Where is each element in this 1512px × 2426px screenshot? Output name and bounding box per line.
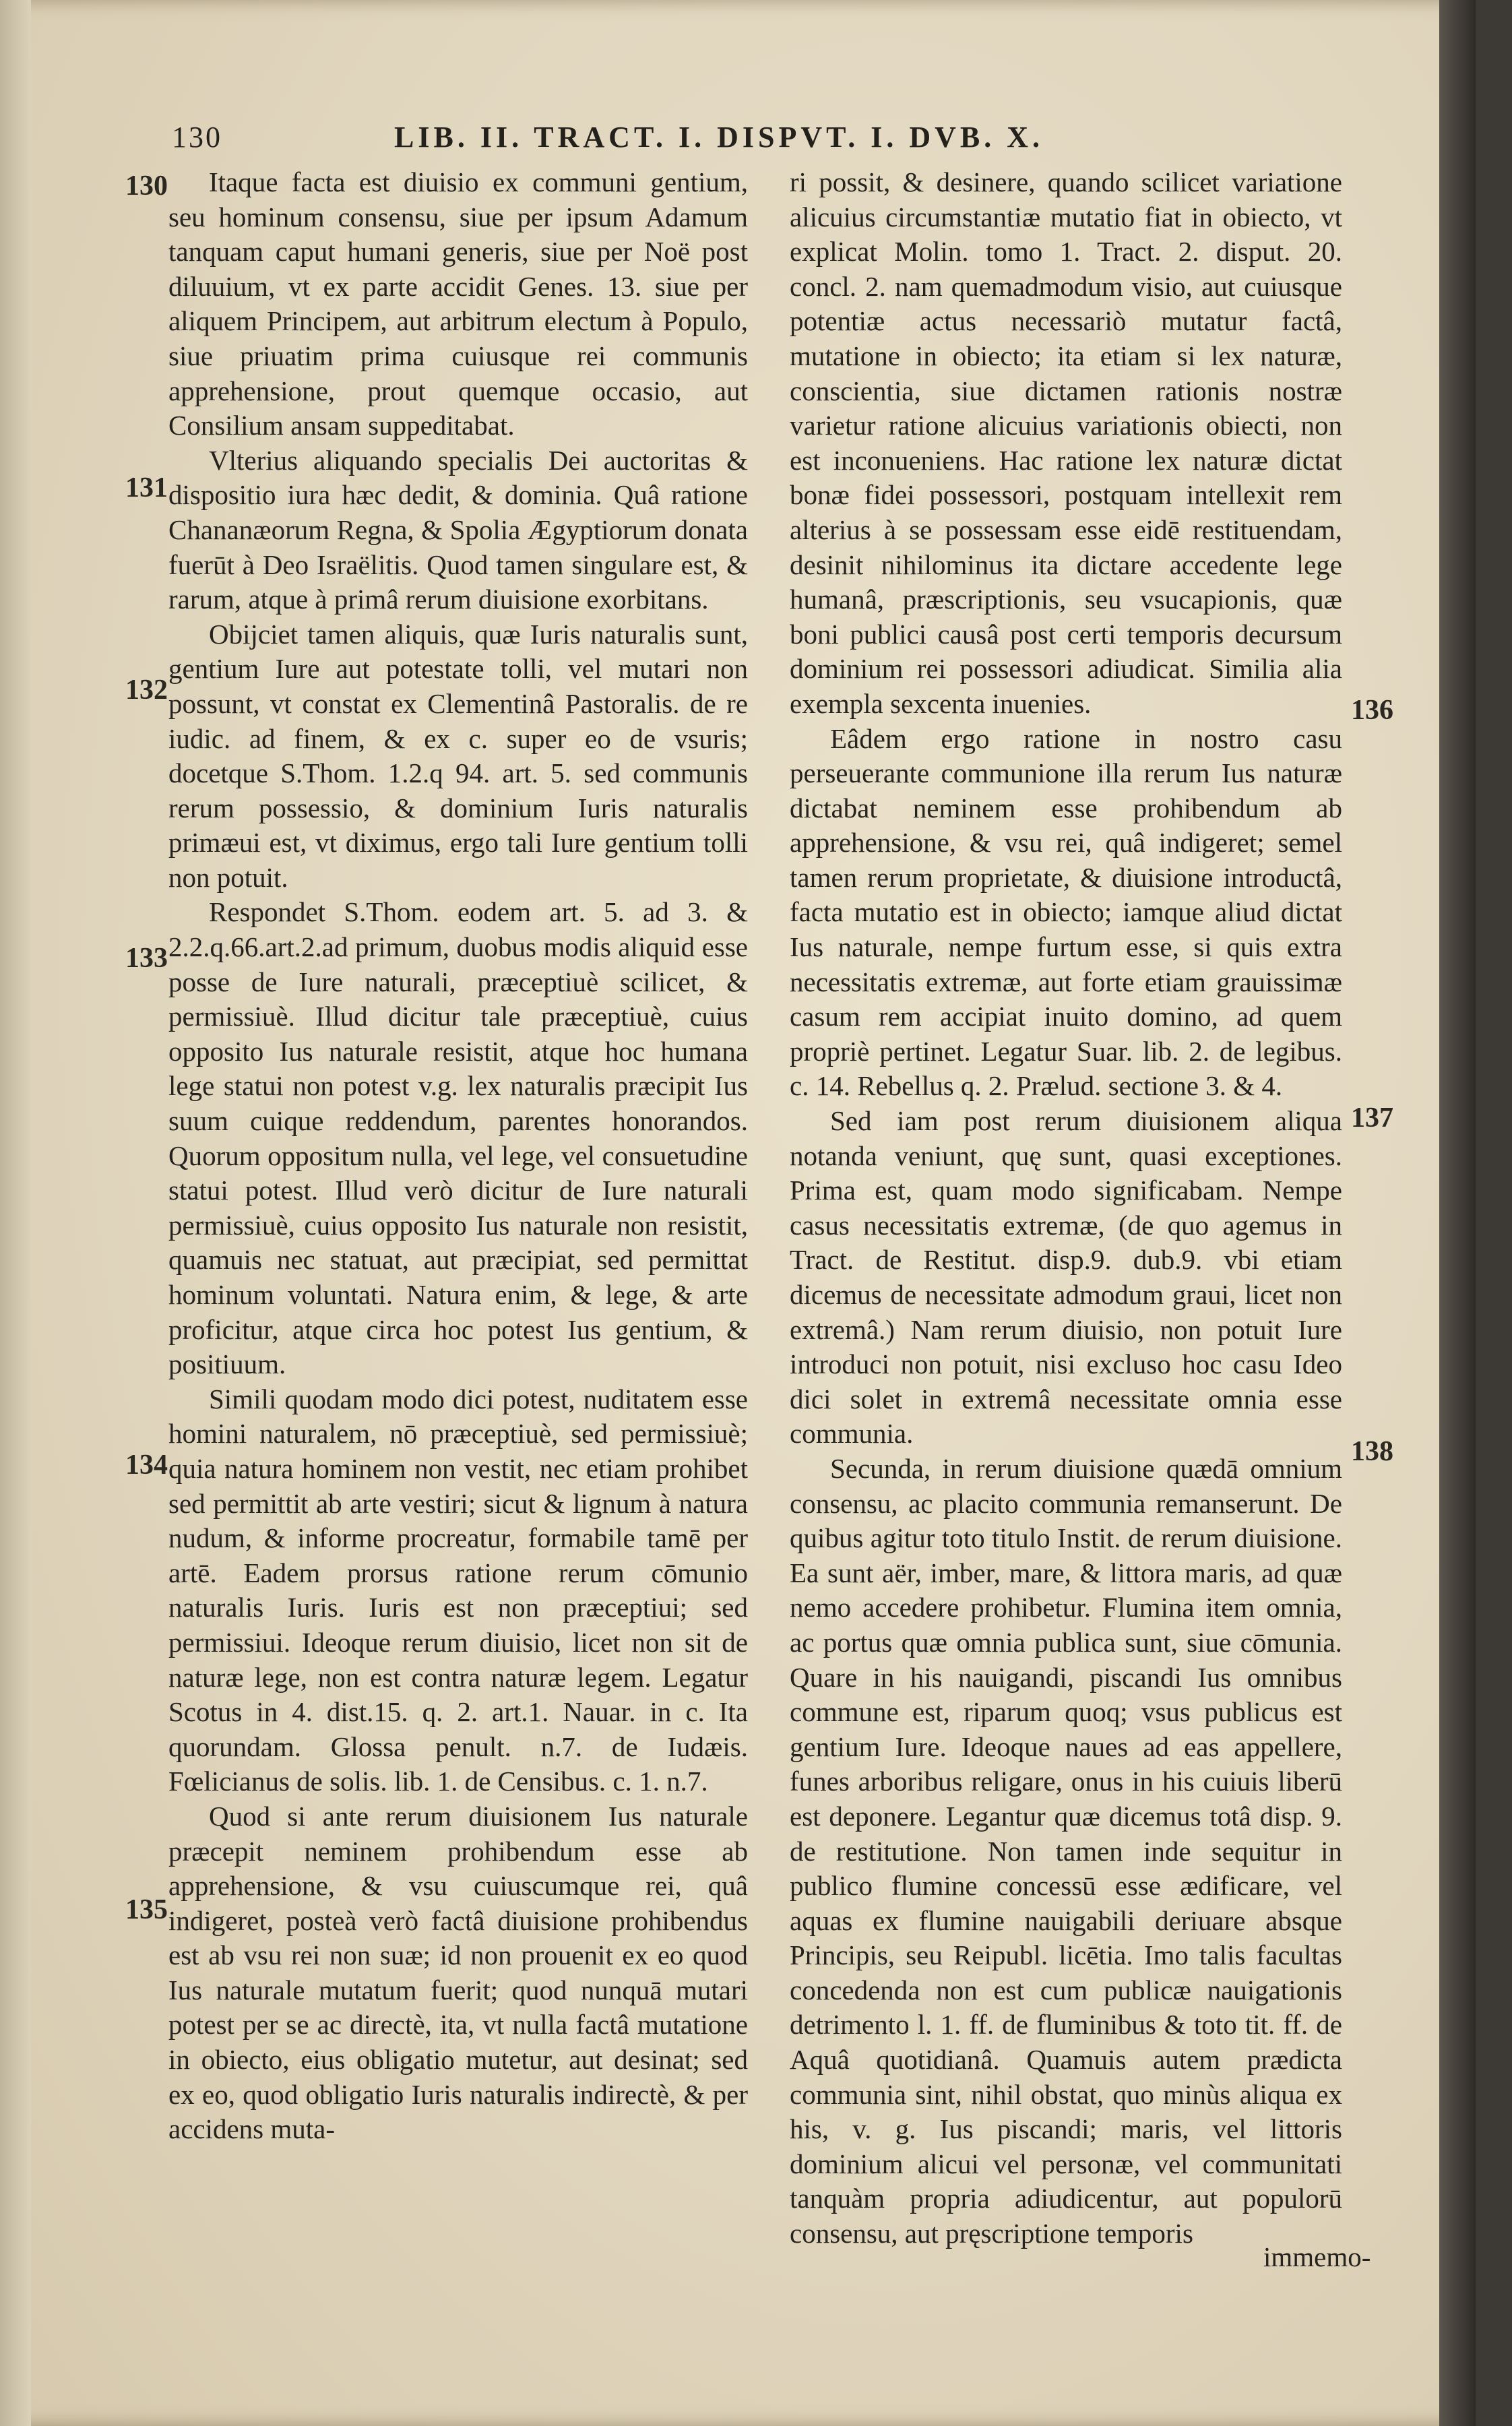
margin-number: 130 [125, 170, 168, 201]
paragraph: Secunda, in rerum diuisione quædā omnium consensu, ac placito communia remanserunt. De quibus agitur toto titulo Instit. de rerum diuisione. Ea sunt aër, imber, mare, & littora maris, ad quæ nemo accedere prohibetur. Flumina item omnia, ac portus quæ omnia publica sunt, siue cōmunia. Quare in his nauigandi, piscandi Ius omnibus commune est, riparum quoq; vsus publicus est gentium Iure. Ideoque naues ad eas appellere, funes arboribus religare, onus in his cuiuis liberū est deponere. Legantur quæ dicemus totâ disp. 9. de restitutione. Non tamen inde sequitur in publico flumine concessū esse ædificare, vel aquas ex flumine nauigabili deriuare absque Principis, seu Reipubl. licētia. Imo talis facultas concedenda non est cum publicæ nauigationis detrimento l. 1. ff. de fluminibus & toto tit. ff. de Aquâ quotidianâ. Quamuis autem prædicta communia sint, nihil obstat, quo minùs aliqua ex his, v. g. Ius piscandi; maris, vel littoris dominium alicui vel personæ, vel communitati tanquàm propria adiudicentur, aut populorū consensu, aut pręscriptione temporis [790, 1452, 1342, 2249]
margin-number: 132 [125, 675, 168, 706]
margin-number: 131 [125, 472, 168, 503]
margin-number: 137 [1351, 1102, 1393, 1133]
paragraph: Quod si ante rerum diuisionem Ius naturale præcepit neminem prohibendum esse ab apprehensione, & vsu cuiuscumque rei, quâ indigeret, posteà verò factâ diuisione prohibendus est ab vsu rei non suæ; id non prouenit ex eo quod Ius naturale mutatum fuerit; quod nunquā mutari potest per se ac directè, ita, vt nulla factâ mutatione in obiecto, eius obligatio mutetur, aut desinat; sed ex eo, quod obligatio Iuris naturalis indirectè, & per accidens muta- [168, 1800, 748, 2145]
margin-number: 134 [125, 1450, 168, 1481]
paragraph: Sed iam post rerum diuisionem aliqua notanda veniunt, quę sunt, quasi exceptiones. Prima est, quam modo significabam. Nempe casus necessitatis extremæ, (de quo agemus in Tract. de Restitut. disp.9. dub.9. vbi etiam dicemus de necessitate admodum graui, licet non extremâ.) Nam rerum diuisio, non potuit Iure introduci non potuit, nisi excluso hoc casu Ideo dici solet in extremâ necessitate omnia esse communia. [790, 1105, 1342, 1450]
paragraph: ri possit, & desinere, quando scilicet variatione alicuius circumstantiæ mutatio fiat in obiecto, vt explicat Molin. tomo 1. Tract. 2. disput. 20. concl. 2. nam quemadmodum visio, aut cuiusque potentiæ actus necessariò mutatur factâ, mutatione in obiecto; ita etiam si lex naturæ, conscientia, siue dictamen rationis nostræ varietur ratione alicuius variationis obiecti, non est inconueniens. Hac ratione lex naturæ dictat bonæ fidei possessori, postquam intellexit rem alterius à se possessam esse eidē restituendam, desinit nihilominus ita dictare accedente lege humanâ, præscriptionis, seu vsucapionis, quæ boni publici causâ post certi temporis decursum dominium rei possessori adiudicat. Similia alia exempla sexcenta inuenies. [790, 166, 1342, 719]
paragraph: Eâdem ergo ratione in nostro casu perseuerante communione illa rerum Ius naturæ dictabat neminem esse prohibendum ab apprehensione, & vsu rei, quâ indigeret; semel tamen rerum proprietate, & diuisione introductâ, facta mutatio est in obiecto; iamque aliud dictat Ius naturale, nempe furtum esse, si quis extra necessitatis extremæ, aut forte etiam grauissimæ casum rem accipiat inuito domino, ad quem propriè pertinet. Legatur Suar. lib. 2. de legibus. c. 14. Rebellus q. 2. Prælud. sectione 3. & 4. [790, 722, 1342, 1102]
paragraph: Itaque facta est diuisio ex communi gentium, seu hominum consensu, siue per ipsum Adamum tanquam caput humani generis, siue per Noë post diluuium, vt ex parte accidit Genes. 13. siue per aliquem Principem, aut arbitrum electum à Populo, siue priuatim prima cuiusque rei communis apprehensione, prout quemque occasio, aut Consilium ansam suppeditabat. [168, 166, 748, 441]
running-header [172, 120, 1405, 160]
margin-number: 135 [125, 1894, 168, 1925]
margin-number: 138 [1351, 1436, 1393, 1467]
paragraph: Vlterius aliquando specialis Dei auctoritas & dispositio iura hæc dedit, & dominia. Quâ ratione Chananæorum Regna, & Spolia Ægyptiorum donata fuerūt à Deo Israëlitis. Quod tamen singulare est, & rarum, atque à primâ rerum diuisione exorbitans. [168, 444, 748, 615]
left-text-column [168, 165, 748, 2147]
running-title: LIB. II. TRACT. I. DISPVT. I. DVB. X. [394, 121, 1044, 154]
paragraph: Respondet S.Thom. eodem art. 5. ad 3. & 2.2.q.66.art.2.ad primum, duobus modis aliquid esse posse de Iure naturali, præceptiuè scilicet, & permissiuè. Illud dicitur tale præceptiuè, cuius opposito Ius naturale resistit, atque hoc humana lege statui non potest v.g. lex naturalis præcipit Ius suum cuique reddendum, parentes honorandos. Quorum oppositum nulla, vel lege, vel consuetudine statui potest. Illud verò dicitur de Iure naturali permissiuè, cuius opposito Ius naturale non resistit, quamuis nec statuat, aut præcipiat, sed permittat hominum voluntati. Natura enim, & lege, & arte proficitur, atque circa hoc potest Ius gentium, & positiuum. [168, 896, 748, 1380]
margin-number: 133 [125, 943, 168, 974]
paragraph: Simili quodam modo dici potest, nuditatem esse homini naturalem, nō præceptiuè, sed permissiuè; quia natura hominem non vestit, nec etiam prohibet sed permittit ab arte vestiri; sicut & lignum à natura nudum, & informe procreatur, formabile tamē per artē. Eadem prorsus ratione rerum cōmunio naturalis Iuris. Iuris est non præceptiui; sed permissiui. Ideoque rerum diuisio, licet non sit de naturæ lege, non est contra naturæ legem. Legatur Scotus in 4. dist.15. q. 2. art.1. Nauar. in c. Ita quorundam. Glossa penult. n.7. de Iudæis. Fœlicianus de solis. lib. 1. de Censibus. c. 1. n.7. [168, 1383, 748, 1797]
margin-number: 136 [1351, 695, 1393, 726]
catchword: immemo- [1263, 2241, 1371, 2272]
binding-gutter [0, 0, 31, 2426]
paragraph: Obijciet tamen aliquis, quæ Iuris naturalis sunt, gentium Iure aut potestate tolli, vel mutari non possunt, vt constat ex Clementinâ Pastoralis. de re iudic. ad finem, & ex c. super eo de vsuris; docetque S.Thom. 1.2.q 94. art. 5. sed communis rerum possessio, & dominium Iuris naturalis primæui est, vt diximus, ergo tali Iure gentium tolli non potuit. [168, 618, 748, 893]
right-text-column [790, 165, 1342, 2251]
page-edge-shadow [1439, 0, 1476, 2426]
page-number: 130 [172, 121, 222, 154]
